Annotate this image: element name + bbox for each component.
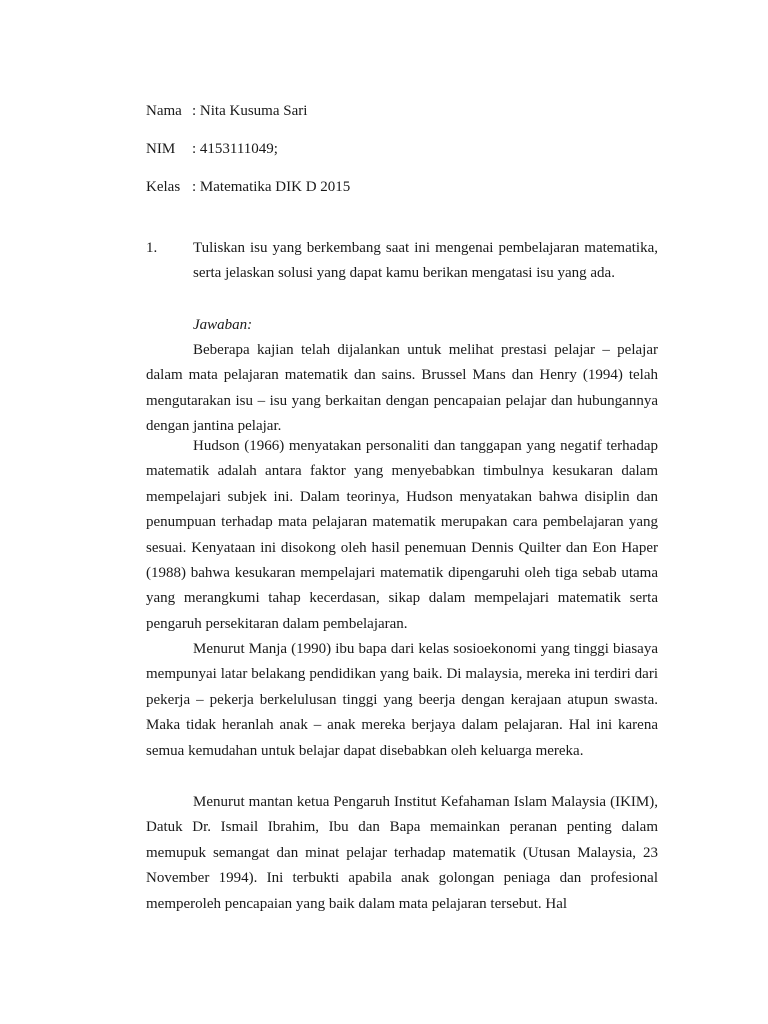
name-label: Nama (146, 103, 182, 119)
class-value: : Matematika DIK D 2015 (192, 179, 351, 195)
student-class-row (146, 177, 350, 197)
answer-paragraph-2: Hudson (1966) menyatakan personaliti dan tanggapan yang negatif terhadap matematik adalah antara faktor yang menyebabkan timbulnya kesukaran dalam mempelajari subjek ini. Dalam teorinya, Hudson menyatakan bahwa disiplin dan penumpuan terhadap mata pelajaran matematik merupakan cara pembelajaran yang sesuai. Kenyataan ini disokong oleh hasil penemuan Dennis Quilter dan Eon Haper (1988) bahwa kesukaran mempelajari matematik dipengaruhi oleh tiga sebab utama yang merangkumi tahap kecerdasan, sikap dalam mempelajari matematik serta pengaruh persekitaran dalam pembelajaran. (146, 438, 658, 632)
answer-paragraph-4: Menurut mantan ketua Pengaruh Institut Kefahaman Islam Malaysia (IKIM), Datuk Dr. Ismail Ibrahim, Ibu dan Bapa memainkan peranan penting dalam memupuk semangat dan minat pelajar terhadap matematik (Utusan Malaysia, 23 November 1994). Ini terbukti apabila anak golongan peniaga dan profesional memperoleh pencapaian yang baik dalam mata pelajaran tersebut. Hal (146, 794, 658, 912)
name-value: : Nita Kusuma Sari (192, 103, 308, 119)
student-name-row (146, 101, 307, 121)
nim-label: NIM (146, 141, 176, 157)
answer-paragraph-1: Beberapa kajian telah dijalankan untuk melihat prestasi pelajar – pelajar dalam mata pelajaran matematik dan sains. Brussel Mans dan Henry (1994) telah mengutarakan isu – isu yang berkaitan dengan pencapaian pelajar dan hubungannya dengan jantina pelajar. (146, 342, 658, 435)
student-nim-row (146, 139, 278, 159)
answer-paragraph-3: Menurut Manja (1990) ibu bapa dari kelas sosioekonomi yang tinggi biasaya mempunyai latar belakang pendidikan yang baik. Di malaysia, mereka ini terdiri dari pekerja – pekerja berkelulusan tinggi yang beerja dengan kerajaan atupun swasta. Maka tidak heranlah anak – anak mereka berjaya dalam pelajaran. Hal ini karena semua kemudahan untuk belajar dapat disebabkan oleh keluarga mereka. (146, 641, 658, 759)
question-text: Tuliskan isu yang berkembang saat ini mengenai pembelajaran matematika, serta jelaskan solusi yang dapat kamu berikan mengatasi isu yang ada. (193, 240, 658, 282)
nim-value: : 4153111049; (192, 141, 278, 157)
question-number: 1. (146, 240, 158, 256)
class-label: Kelas (146, 179, 181, 195)
answer-label: Jawaban: (193, 317, 253, 333)
